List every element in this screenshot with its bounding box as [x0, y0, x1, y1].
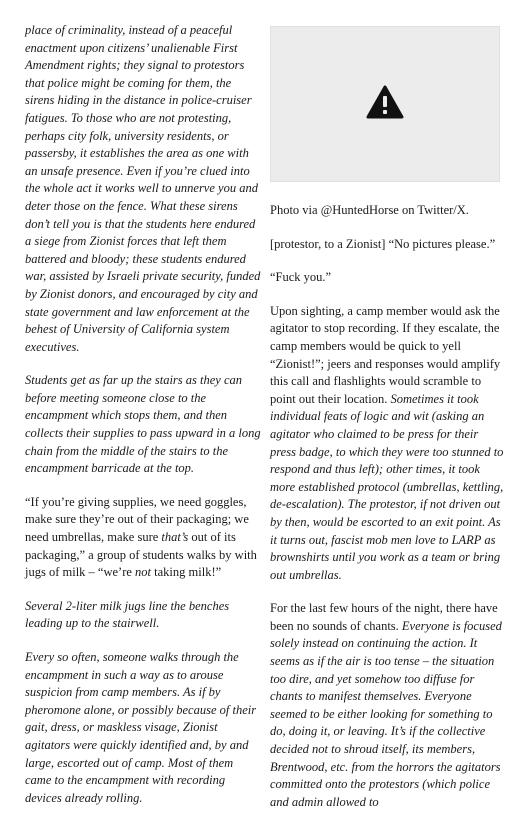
left-column — [25, 22, 261, 807]
quote-emphasis-thats: that’s — [161, 530, 189, 545]
right-paragraph-2 — [270, 600, 506, 811]
right-paragraph-2-italic: Everyone is focused solely instead on continuing the action. It seems as if the air is too tense – the situation too dire, and yet somehow too diffuse for chants to manifest themselves. Everyone seemed to be either looking for something to do, doing it, or leaving. It’s if the collective decided not to shroud itself, its members, Brentwood, etc. from the horrors the agitators committed onto the protestors (which police and admin allowed to — [270, 618, 502, 809]
left-paragraph-5: Every so often, someone walks through the encampment in such a way as to arouse suspicion from camp members. As if by pheromone alone, or possibly because of their gait, dress, or maskless visage, Zionist agitators were quickly identified and, by and large, escorted out of camp. Most of them came to the encampment with recording devices already rolling. — [25, 650, 257, 805]
warning-triangle-icon — [366, 85, 404, 124]
left-paragraph-1: place of criminality, instead of a peaceful enactment upon citizens’ unalienable First Amendment rights; they signal to protestors that police might be coming for them, the sirens hiding in the distance in police-cruiser fatigues. To those who are not protesting, perhaps city folk, university residents, or passersby, it establishes the area as one with an unsafe presence. Even if you’re clued into the whole act it works well to unnerve you and deter those on the fence. What these sirens don’t tell you is that the students here endured a siege from Zionist forces that left them battered and bloody; these students endured war, assisted by Israeli private security, funded by Zionist donors, and encouraged by city and state government and law enforcement at the behest of University of California system executives. — [25, 23, 261, 354]
right-paragraph-1 — [270, 303, 506, 585]
photo-caption: Photo via @HuntedHorse on Twitter/X. — [270, 203, 469, 217]
photo-placeholder — [270, 26, 500, 182]
right-paragraph-1-plain: Upon sighting, a camp member would ask the agitator to stop recording. If they escalate, the camp members would be quick to yell “Zionist!”; jeers and responses would amplify this call and flashlights would scramble to point out their location. — [270, 303, 501, 406]
right-column — [270, 22, 506, 811]
left-paragraph-4: Several 2-liter milk jugs line the benches leading up to the stairwell. — [25, 598, 230, 631]
quote-part-c: out of its packaging,” a group of students walks by with jugs of milk – “we’re — [25, 530, 257, 580]
right-paragraph-1-italic: Sometimes it took individual feats of logic and wit (asking an agitator who claimed to be press for their press badge, to which they were too stunned to respond and thus left); other times, it took more established protocol (umbrellas, kettling, de-escalation). The protestor, if not driven out by then, would be escorted to an exit point. As it turns out, fascist mob men love to LARP as brownshirts until you work as a team or bring out umbrellas. — [270, 391, 504, 582]
left-paragraph-2: Students get as far up the stairs as they can before meeting someone close to the encampment which stops them, and then collects their supplies to pass upward in a long chain from the middle of the stairs to the encampment barricade at the top. — [25, 373, 261, 476]
left-paragraph-3 — [25, 494, 261, 582]
quote-emphasis-not: not — [135, 565, 152, 580]
quote-line-2: “Fuck you.” — [270, 270, 332, 285]
quote-line-1: [protestor, to a Zionist] “No pictures please.” — [270, 236, 496, 251]
quote-part-e: taking milk!” — [151, 565, 222, 580]
quote-part-a: “If you’re giving supplies, we need goggles, make sure they’re out of their packaging; we need umbrellas, make sure — [25, 494, 249, 545]
right-paragraph-2-plain: For the last few hours of the night, there have been no sounds of chants. — [270, 601, 498, 633]
